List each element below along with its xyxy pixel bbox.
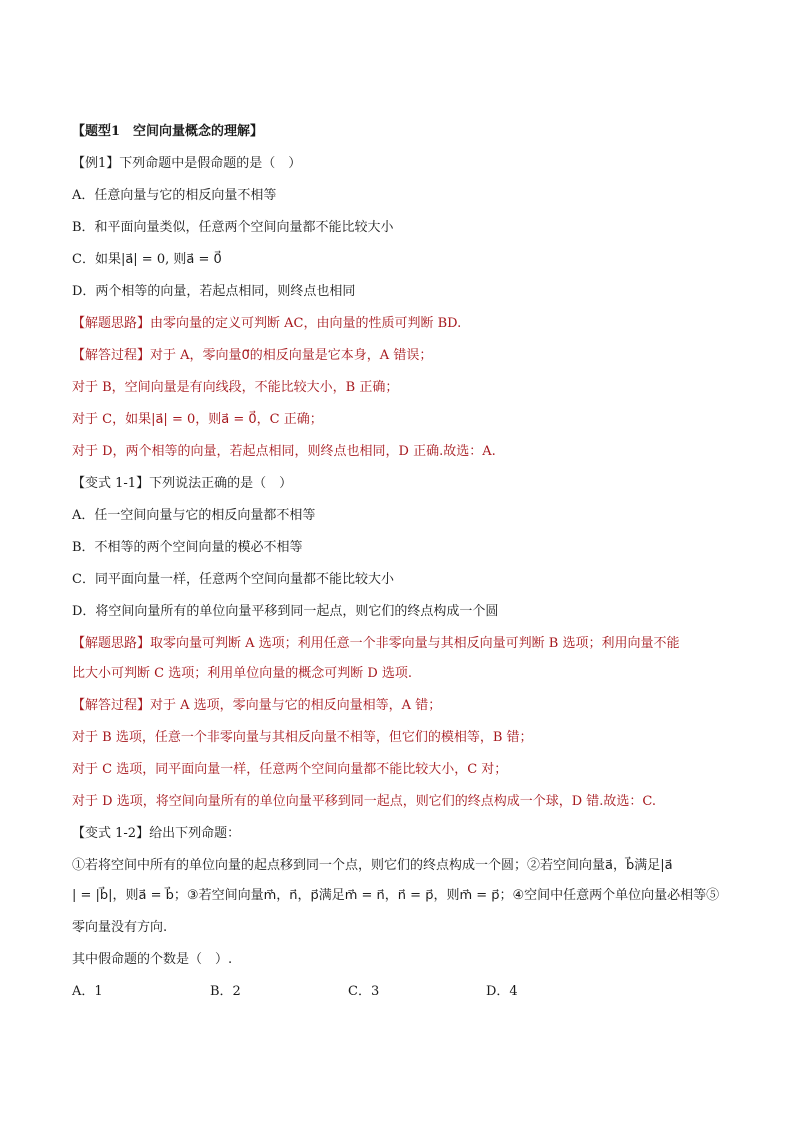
- process-label: 【解答过程】: [72, 698, 151, 713]
- example1-stem: 【例1】下列命题中是假命题的是（ ）: [72, 156, 302, 171]
- idea-label: 【解题思路】: [72, 316, 151, 331]
- variant1-2-option-c: C．3: [348, 984, 380, 999]
- variant1-1-idea-2: 比大小可判断 C 选项；利用单位向量的概念可判断 D 选项.: [72, 666, 413, 681]
- example1-option-a: A．任意向量与它的相反向量不相等: [72, 188, 277, 203]
- example1-option-d: D．两个相等的向量，若起点相同，则终点也相同: [72, 284, 356, 299]
- variant1-1-option-d: D．将空间向量所有的单位向量平移到同一起点，则它们的终点构成一个圆: [72, 604, 499, 619]
- variant1-1-stem: 【变式 1-1】下列说法正确的是（ ）: [72, 476, 293, 491]
- example1-process-4: 对于 D，两个相等的向量，若起点相同，则终点也相同，D 正确.故选：A.: [72, 444, 496, 459]
- variant1-1-idea-1: [72, 635, 680, 653]
- idea-text: 由零向量的定义可判断 AC，由向量的性质可判断 BD.: [150, 316, 462, 331]
- example1-process-2: 对于 B，空间向量是有向线段，不能比较大小，B 正确；: [72, 380, 399, 395]
- variant1-2-body-1: ①若将空间中所有的单位向量的起点移到同一个点，则它们的终点构成一个圆；②若空间向量a⃗，b⃗满足|a⃗: [72, 858, 673, 873]
- variant1-2-option-d: D．4: [486, 984, 518, 999]
- example1-idea: [72, 315, 461, 333]
- variant1-2-stem: 【变式 1-2】给出下列命题：: [72, 826, 241, 841]
- variant1-1-process-3: 对于 C 选项，同平面向量一样，任意两个空间向量都不能比较大小，C 对；: [72, 762, 508, 777]
- variant1-1-option-b: B．不相等的两个空间向量的模必不相等: [72, 540, 303, 555]
- idea-text: 取零向量可判断 A 选项；利用任意一个非零向量与其相反向量可判断 B 选项；利用向量不能: [150, 636, 680, 651]
- variant1-2-option-a: A．1: [72, 984, 103, 999]
- example1-option-b: B．和平面向量类似，任意两个空间向量都不能比较大小: [72, 220, 394, 235]
- variant1-1-option-c: C．同平面向量一样，任意两个空间向量都不能比较大小: [72, 572, 394, 587]
- variant1-2-body-2: | = |b⃗|，则a⃗ = b⃗；③若空间向量m⃗，n⃗，p⃗满足m⃗ = n⃗，n⃗ = p⃗，则m⃗ = p⃗；④空间中任意两个单位向量必相等⑤: [72, 888, 720, 903]
- variant1-1-process-1: [72, 697, 441, 715]
- process-text: 对于 A 选项，零向量与它的相反向量相等，A 错；: [150, 698, 442, 713]
- process-label: 【解答过程】: [72, 348, 151, 363]
- example1-option-c: C．如果|a⃗| = 0, 则a⃗ = 0⃗: [72, 252, 222, 267]
- process-text: 对于 A，零向量0⃗的相反向量是它本身，A 错误；: [150, 348, 433, 363]
- variant1-1-process-4: 对于 D 选项，将空间向量所有的单位向量平移到同一起点，则它们的终点构成一个球，D 错.故选：C.: [72, 794, 656, 809]
- variant1-2-body-3: 零向量没有方向.: [72, 920, 168, 935]
- variant1-1-option-a: A．任一空间向量与它的相反向量都不相等: [72, 508, 316, 523]
- section-title: 【题型1 空间向量概念的理解】: [72, 124, 264, 139]
- variant1-2-option-b: B．2: [210, 984, 241, 999]
- example1-process-1: [72, 347, 432, 365]
- example1-process-3: 对于 C，如果|a⃗| = 0，则a⃗ = 0⃗，C 正确；: [72, 412, 323, 427]
- variant1-2-question: 其中假命题的个数是（ ）.: [72, 952, 233, 967]
- idea-label: 【解题思路】: [72, 636, 151, 651]
- variant1-1-process-2: 对于 B 选项，任意一个非零向量与其相反向量不相等，但它们的模相等，B 错；: [72, 730, 533, 745]
